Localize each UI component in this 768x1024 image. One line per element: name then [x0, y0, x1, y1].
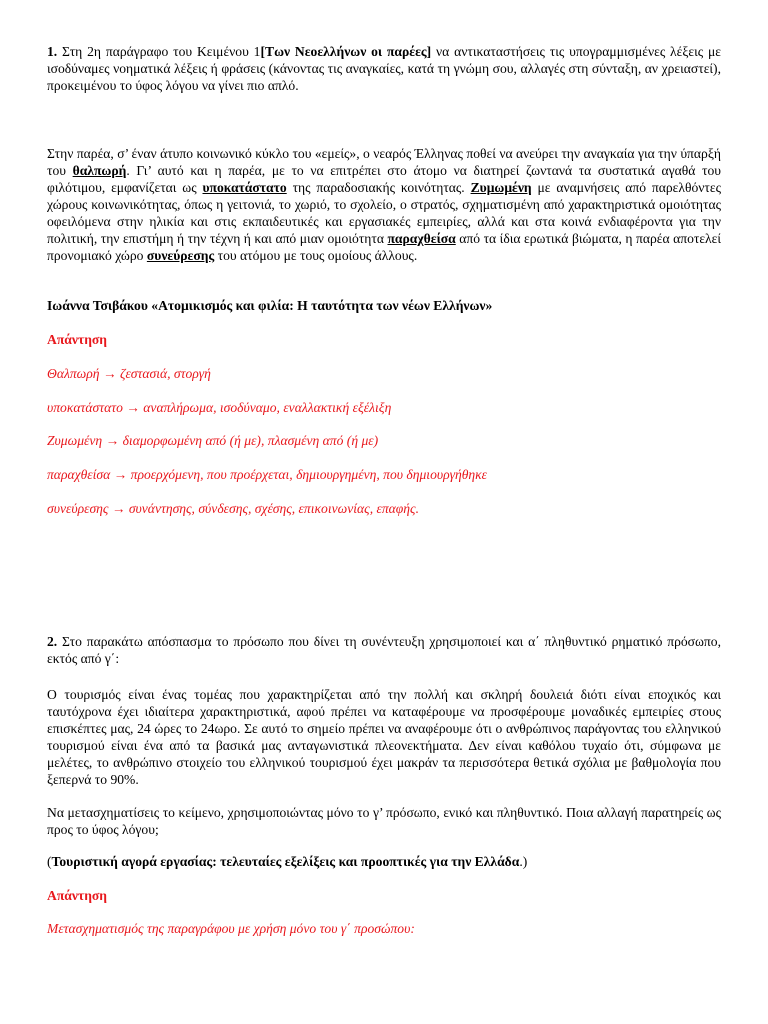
answer-1-heading: Απάντηση [47, 332, 108, 347]
answer-line: παραχθείσα → προερχόμενη, που προέρχεται, δημιουργημένη, που δημιουργήθηκε [47, 467, 488, 482]
passage-1: Στην παρέα, σ’ έναν άτυπο κοινωνικό κύκλο του «εμείς», ο νεαρός Έλληνας ποθεί να ανεύρει την αναγκαία για την ύπαρξή του θαλπωρή. Γι’ αυτό και η παρέα, με το να επιτρέπει στο άτομο να διατηρεί ζωντανά τα συστατικά αγαθά του φιλότιμου, εμφανίζεται ως υποκατάστατο της παραδοσιακής κοινότητας. Ζυμωμένη με αναμνήσεις από παρελθόντες χώρους κοινωνικότητας, όπως η γειτονιά, το χωριό, το σχολείο, ο στρατός, σχηματισμένη από χαρακτηριστικά ομοιότητας οφειλόμενα στην ηλικία και στις εκπαιδευτικές και εργασιακές εμπειρίες, αλλά και στα κοινά ενδιαφέροντα για την πολιτική, την επιστήμη ή την τέχνη ή και από μιαν ομοιότητα παραχθείσα από τα ίδια ερωτικά βιώματα, η παρέα αποτελεί προνομιακό χώρο συνεύρεσης του ατόμου με τους ομοίους άλλους. [47, 146, 722, 263]
arrow-icon: → [102, 366, 117, 381]
question-1: 1. Στη 2η παράγραφο του Κειμένου 1[Των Νεοελλήνων οι παρέες] να αντικαταστήσεις τις υπογραμμισμένες λέξεις με ισοδύναμες νοηματικά λέξεις ή φράσεις (κάνοντας τις αναγκαίες, κατά τη γνώμη σου, αλλαγές στη σύνταξη, αν χρειαστεί), προκειμένου το ύφος λόγου να γίνει πιο απλό. [47, 44, 721, 93]
answer-line: Ζυμωμένη → διαμορφωμένη από (ή με), πλασμένη από (ή με) [47, 433, 379, 448]
underlined-word: Ζυμωμένη [470, 180, 532, 195]
answer-line: υποκατάστατο → αναπλήρωμα, ισοδύναμο, εναλλακτική εξέλιξη [47, 400, 392, 415]
source-citation-1: Ιωάννα Τσιβάκου «Ατομικισμός και φιλία: Η ταυτότητα των νέων Ελλήνων» [47, 298, 493, 313]
answer-2-line: Μετασχηματισμός της παραγράφου με χρήση μόνο του γ΄ προσώπου: [47, 921, 415, 936]
question-2: 2. Στο παρακάτω απόσπασμα το πρόσωπο που δίνει τη συνέντευξη χρησιμοποιεί και α΄ πληθυντικό ρηματικό πρόσωπο, εκτός από γ΄: [47, 634, 721, 666]
arrow-icon: → [111, 501, 126, 516]
arrow-icon: → [126, 400, 140, 415]
underlined-word: συνεύρεσης [146, 248, 215, 263]
underlined-word: παραχθείσα [387, 231, 456, 246]
answer-line: συνεύρεσης → συνάντησης, σύνδεσης, σχέσης, επικοινωνίας, επαφής. [47, 501, 419, 516]
answer-2-heading: Απάντηση [47, 888, 108, 903]
underlined-word: θαλπωρή [72, 163, 127, 178]
passage-2: Ο τουρισμός είναι ένας τομέας που χαρακτηρίζεται από την πολλή και σκληρή δουλειά διότι είναι εποχικός και ταυτόχρονα έχει ιδιαίτερα χαρακτηριστικά, αφού πρέπει να καταφέρουμε να προσφέρουμε μοναδικές εμπειρίες στους επισκέπτες μας, 24 ώρες το 24ωρο. Σε αυτό το σημείο πρέπει να αναφέρουμε ότι ο ανθρώπινος παράγοντας του ελληνικού τουρισμού είναι ένα από τα βασικά μας ανταγωνιστικά πλεονεκτήματα. Δεν είναι καθόλου τυχαίο ότι, σύμφωνα με μελέτες, το ανθρώπινο στοιχείο του ελληνικού τουρισμού έχει μακράν τα περισσότερα θετικά σχόλια με βαθμολογία που ξεπερνά το 90%. [47, 687, 721, 787]
question-2-number: 2. [47, 634, 58, 649]
arrow-icon: → [113, 467, 128, 482]
source-citation-2: (Τουριστική αγορά εργασίας: τελευταίες εξελίξεις και προοπτικές για την Ελλάδα.) [47, 854, 528, 869]
arrow-icon: → [105, 433, 120, 448]
underlined-word: υποκατάστατο [202, 180, 287, 195]
text-title: [Των Νεοελλήνων οι παρέες] [260, 44, 432, 59]
question-1-number: 1. [47, 44, 58, 59]
task-2: Να μετασχηματίσεις το κείμενο, χρησιμοποιώντας μόνο το γ’ πρόσωπο, ενικό και πληθυντικό. Ποια αλλαγή παρατηρείς ως προς το ύφος λόγου; [47, 805, 721, 837]
answer-line: Θαλπωρή → ζεστασιά, στοργή [47, 366, 211, 381]
